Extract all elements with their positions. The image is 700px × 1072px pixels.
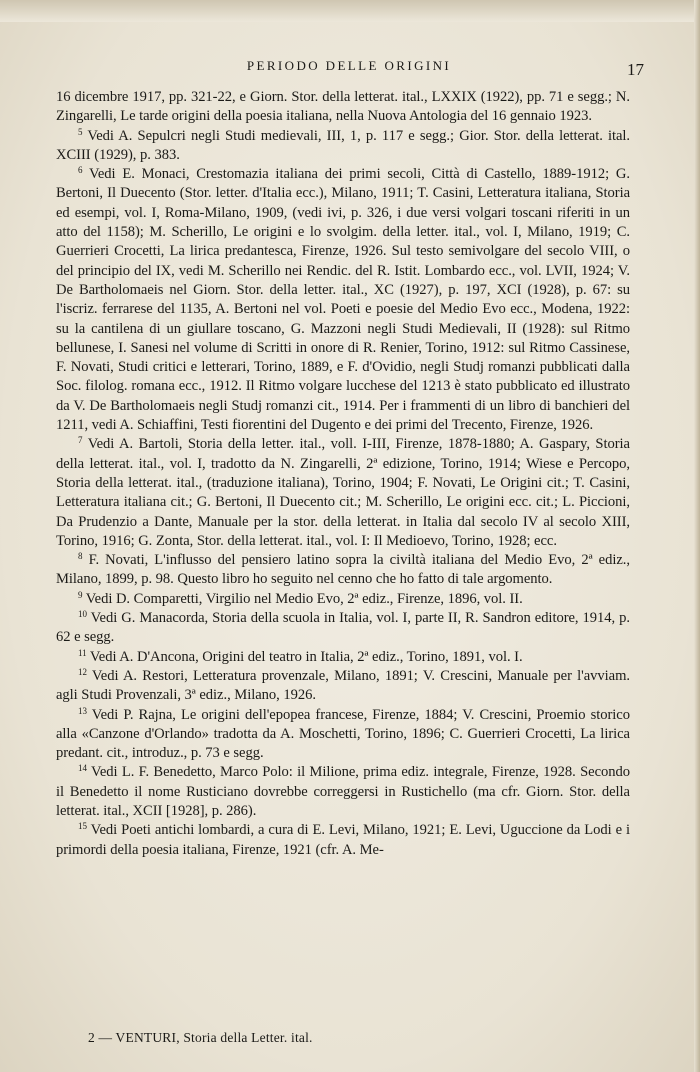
- footnote-number: 9: [78, 589, 83, 600]
- footnote-text: F. Novati, L'influsso del pensiero latino sopra la civiltà italiana del Medio Evo, 2ª ediz., Milano, 1899, p. 98. Questo libro ho seguito nel cenno che ho fatto di tale argomento.: [56, 552, 630, 588]
- footnote-text: Vedi Poeti antichi lombardi, a cura di E. Levi, Milano, 1921; E. Levi, Uguccione da Lodi e i primordi della poesia italiana, Firenze, 1921 (cfr. A. Me-: [56, 822, 630, 858]
- footnote-15: [56, 821, 630, 860]
- footnote-text: Vedi G. Manacorda, Storia della scuola in Italia, vol. I, parte II, R. Sandron editore, 1914, p. 62 e segg.: [56, 610, 630, 646]
- footnote-number: 6: [78, 165, 83, 176]
- footnote-14: [56, 763, 630, 821]
- footnote-text: Vedi E. Monaci, Crestomazia italiana dei primi secoli, Città di Castello, 1889-1912; G. Bertoni, Il Duecento (Stor. letter. d'Italia ecc.), Milano, 1911; T. Casini, Letteratura italiana, Storia ed esempi, vol. I, Roma-Milano, 1909, (vedi ivi, p. 326, i due versi volgari toscani riferiti in un atto del 1158); M. Scherillo, Le origini e lo svolgim. della letter. ital., vol. I, Milano, 1919; C. Guerrieri Crocetti, La lirica predantesca, Firenze, 1926. Sul testo semivolgare del secolo VIII, o del principio del IX, vedi M. Scherillo nei Rendic. del R. Istit. Lombardo ecc., vol. LVII, 1924; V. De Bartholomaeis nel Giorn. Stor. della letter. ital., XC (1927), p. 197, XCI (1928), p. 67: su l'iscriz. ferrarese del 1135, A. Bertoni nel vol. Poeti e poesie del Medio Evo ecc., Modena, 1922: su la cantilena di un giullare toscano, G. Mazzoni negli Studi Medievali, II (1928): sul Ritmo bellunese, I. Sanesi nel volume di Scritti in onore di R. Renier, Torino, 1912: sul Ritmo Cassinese, F. Novati, Studi critici e letterari, Torino, 1889, e F. d'Ovidio, negli Studj romanzi pubblicati dalla Soc. filolog. romana ecc., 1912. Il Ritmo volgare lucchese del 1213 è stato pubblicato ed illustrato da V. De Bartholomaeis negli Studj romanzi cit., 1914. Per i frammenti di un libro di banchieri del 1211, vedi A. Schiaffini, Testi fiorentini del Dugento e dei primi del Trecento, Firenze, 1926.: [56, 166, 630, 434]
- footnote-12: [56, 667, 630, 706]
- footnote-text: Vedi A. Restori, Letteratura provenzale, Milano, 1891; V. Crescini, Manuale per l'avviam. agli Studi Provenzali, 3ª ediz., Milano, 1926.: [56, 667, 630, 704]
- footnote-number: 5: [78, 126, 83, 137]
- footnote-6: [56, 165, 630, 435]
- footnote-number: 15: [78, 821, 87, 832]
- footnote-number: 10: [78, 609, 87, 620]
- footnote-8: [56, 551, 630, 590]
- footnote-number: 14: [78, 763, 87, 774]
- page-number: 17: [627, 60, 644, 79]
- running-head: PERIODO DELLE ORIGINI: [246, 58, 452, 73]
- footnote-10: [56, 609, 630, 648]
- footnote-9: [56, 590, 630, 609]
- footnotes-block: [56, 88, 630, 860]
- footnote-number: 12: [78, 666, 87, 677]
- footnote-number: 8: [78, 551, 83, 562]
- footnote-number: 11: [78, 647, 87, 658]
- footnote-text: 16 dicembre 1917, pp. 321-22, e Giorn. Stor. della letterat. ital., LXXIX (1922), pp. 71 e segg.; N. Zingarelli, Le tarde origini della poesia italiana, nella Nuova Antologia del 16 gennaio 1923.: [56, 89, 630, 125]
- footnote-5: [56, 127, 630, 166]
- footnote-text: Vedi D. Comparetti, Virgilio nel Medio Evo, 2ª ediz., Firenze, 1896, vol. II.: [85, 590, 523, 607]
- footnote-number: 13: [78, 705, 87, 716]
- footnote-7: [56, 435, 630, 551]
- page-right-edge: [694, 0, 700, 1072]
- footnote-11: [56, 648, 630, 667]
- footnote-text: Vedi P. Rajna, Le origini dell'epopea francese, Firenze, 1884; V. Crescini, Proemio storico alla «Canzone d'Orlando» tradotta da A. Moschetti, Torino, 1896; C. Guerrieri Crocetti, La lirica predant. cit., introduz., p. 73 e segg.: [56, 706, 630, 762]
- footnote-text: Vedi A. Bartoli, Storia della letter. ital., voll. I-III, Firenze, 1878-1880; A. Gaspary, Storia della letterat. ital., vol. I, tradotto da N. Zingarelli, 2ª edizione, Torino, 1914; Wiese e Percopo, Storia della letterat. ital., (traduzione italiana), Torino, 1904; F. Novati, Le Origini cit.; T. Casini, Letteratura italiana cit.; G. Bertoni, Il Duecento cit.; M. Scherillo, Le origini ecc. cit.; L. Piccioni, Da Prudenzio a Dante, Manuale per la stor. della letterat. in Italia dal secolo IV al secolo XIII, Torino, 1916; G. Zonta, Stor. della letterat. ital., vol. I: Il Medioevo, Torino, 1928; ecc.: [56, 436, 630, 549]
- footnote-text: Vedi A. Sepulcri negli Studi medievali, III, 1, p. 117 e segg.; Gior. Stor. della letterat. ital. XCIII (1929), p. 383.: [56, 127, 631, 163]
- footnote-13: [56, 706, 630, 764]
- footnote-text: Vedi L. F. Benedetto, Marco Polo: il Milione, prima ediz. integrale, Firenze, 1928. Secondo il Benedetto il nome Rusticiano dovrebbe correggersi in Rustichello (ma cfr. Giorn. Stor. della letterat. ital., XCII [1928], p. 286).: [56, 764, 630, 819]
- signature-line: 2 — VENTURI, Storia della Letter. ital.: [88, 1030, 313, 1045]
- footnote-continuation: [56, 88, 630, 127]
- footnote-number: 7: [78, 435, 83, 446]
- page-header: [54, 58, 644, 80]
- page-top-shadow: [0, 0, 700, 22]
- footnote-text: Vedi A. D'Ancona, Origini del teatro in Italia, 2ª ediz., Torino, 1891, vol. I.: [89, 648, 523, 665]
